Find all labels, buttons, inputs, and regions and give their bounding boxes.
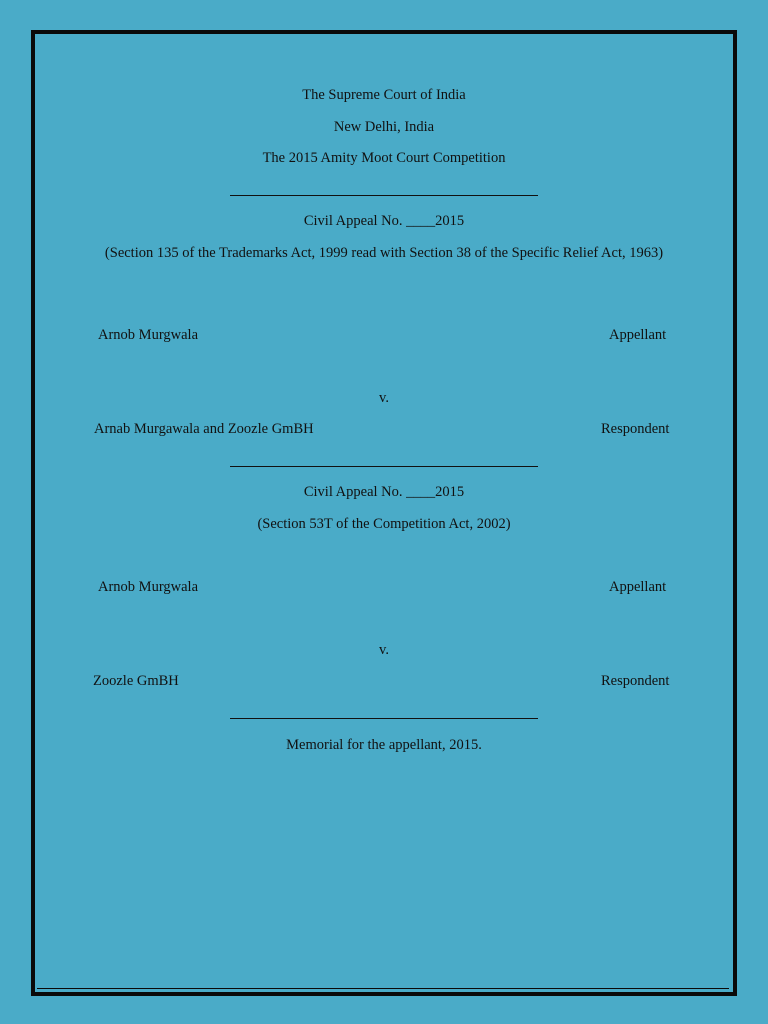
appeal-2-versus: v.	[379, 642, 389, 658]
appeal-1-versus: v.	[379, 390, 389, 406]
appeal-1-respondent-role: Respondent	[601, 421, 670, 437]
appeal-2-appellant-name: Arnob Murgwala	[98, 579, 199, 595]
page-border-bottom-line	[37, 988, 729, 989]
appeal-2-section: (Section 53T of the Competition Act, 2002)	[257, 516, 511, 532]
appeal-1-title: Civil Appeal No. ____2015	[303, 213, 465, 229]
appeal-2-title: Civil Appeal No. ____2015	[303, 484, 465, 500]
appeal-1-respondent-name: Arnab Murgawala and Zoozle GmBH	[94, 421, 314, 437]
appeal-2-appellant-role: Appellant	[609, 579, 667, 595]
divider-rule-3	[230, 718, 538, 719]
divider-rule-1	[230, 195, 538, 196]
appeal-1-appellant-role: Appellant	[609, 327, 667, 343]
competition-name: The 2015 Amity Moot Court Competition	[262, 150, 506, 166]
court-location: New Delhi, India	[333, 119, 435, 135]
appeal-1-section: (Section 135 of the Trademarks Act, 1999 read with Section 38 of the Specific Relief Act, 1963)	[104, 245, 664, 261]
appeal-2-respondent-name: Zoozle GmBH	[93, 673, 179, 689]
page-border	[31, 30, 737, 996]
appeal-1-appellant-name: Arnob Murgwala	[98, 327, 199, 343]
court-name: The Supreme Court of India	[302, 87, 466, 103]
appeal-2-respondent-role: Respondent	[601, 673, 670, 689]
divider-rule-2	[230, 466, 538, 467]
memorial-label: Memorial for the appellant, 2015.	[286, 737, 482, 753]
